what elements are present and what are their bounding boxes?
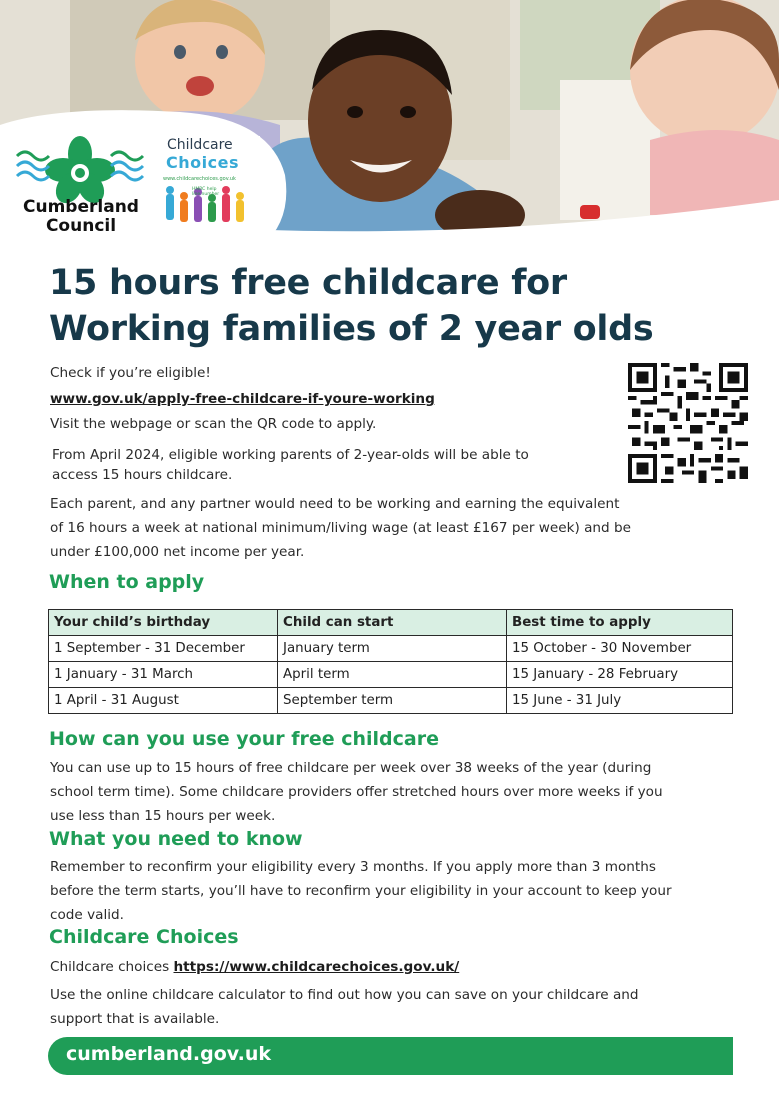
title-line-1: 15 hours free childcare for — [49, 263, 567, 303]
logo-area — [0, 0, 779, 260]
childcare-choices-link[interactable]: https://www.childcarechoices.gov.uk/ — [173, 959, 460, 975]
how-to-use-heading: How can you use your free childcare — [49, 728, 439, 750]
childcare-choices-label: Childcare choices — [50, 959, 174, 975]
how-to-use-line3: use less than 15 hours per week. — [50, 808, 276, 824]
table-cell: September term — [278, 688, 507, 714]
council-name-line1: Cumberland — [23, 197, 139, 217]
qr-code-icon — [628, 363, 748, 483]
table-cell: 1 April - 31 August — [49, 688, 278, 714]
table-row — [49, 636, 733, 662]
cc-logo-url: www.childcarechoices.gov.uk — [163, 176, 236, 182]
footer-bar — [48, 1037, 733, 1075]
table-cell: 15 October - 30 November — [507, 636, 733, 662]
when-to-apply-heading: When to apply — [49, 571, 205, 593]
table-row — [49, 688, 733, 714]
table-header-row — [49, 610, 733, 636]
footer-url[interactable]: cumberland.gov.uk — [66, 1043, 271, 1065]
need-to-know-heading: What you need to know — [49, 828, 303, 850]
apply-table — [48, 609, 733, 714]
table-cell: April term — [278, 662, 507, 688]
earnings-paragraph — [50, 492, 631, 564]
from-april-line2: access 15 hours childcare. — [52, 467, 233, 483]
column-header-best-time: Best time to apply — [507, 610, 733, 636]
table-cell: 15 January - 28 February — [507, 662, 733, 688]
council-name — [16, 198, 146, 236]
table-cell: 1 January - 31 March — [49, 662, 278, 688]
calculator-line1: Use the online childcare calculator to find out how you can save on your childcare and — [50, 987, 639, 1003]
need-to-know-line3: code valid. — [50, 907, 124, 923]
visit-text: Visit the webpage or scan the QR code to apply. — [50, 416, 377, 432]
table-row — [49, 662, 733, 688]
childcare-choices-heading: Childcare Choices — [49, 926, 239, 948]
apply-link[interactable]: www.gov.uk/apply-free-childcare-if-youre-working — [50, 391, 435, 407]
from-april-paragraph — [52, 443, 529, 487]
cc-logo-help: HMRC help line number — [192, 187, 220, 197]
how-to-use-paragraph — [50, 756, 663, 828]
from-april-line1: From April 2024, eligible working parents of 2-year-olds will be able to — [52, 447, 529, 463]
earnings-line3: under £100,000 net income per year. — [50, 544, 305, 560]
council-name-line2: Council — [45, 216, 117, 236]
cc-logo-line1: Childcare — [167, 137, 233, 153]
calculator-line2: support that is available. — [50, 1011, 220, 1027]
childcare-choices-link-line — [50, 955, 459, 979]
table-cell: 15 June - 31 July — [507, 688, 733, 714]
table-cell: January term — [278, 636, 507, 662]
earnings-line2: of 16 hours a week at national minimum/living wage (at least £167 per week) and be — [50, 520, 631, 536]
how-to-use-line1: You can use up to 15 hours of free childcare per week over 38 weeks of the year (during — [50, 760, 652, 776]
need-to-know-paragraph — [50, 855, 672, 927]
need-to-know-line1: Remember to reconfirm your eligibility every 3 months. If you apply more than 3 months — [50, 859, 656, 875]
eligibility-check-text: Check if you’re eligible! — [50, 365, 211, 381]
need-to-know-line2: before the term starts, you’ll have to reconfirm your eligibility in your account to keep your — [50, 883, 672, 899]
title-line-2: Working families of 2 year olds — [49, 309, 654, 349]
column-header-start: Child can start — [278, 610, 507, 636]
calculator-paragraph — [50, 983, 639, 1031]
page-title — [49, 260, 729, 352]
how-to-use-line2: school term time). Some childcare providers offer stretched hours over more weeks if you — [50, 784, 663, 800]
earnings-line1: Each parent, and any partner would need to be working and earning the equivalent — [50, 496, 620, 512]
cc-logo-line2: Choices — [166, 153, 239, 172]
table-cell: 1 September - 31 December — [49, 636, 278, 662]
column-header-birthday: Your child’s birthday — [49, 610, 278, 636]
